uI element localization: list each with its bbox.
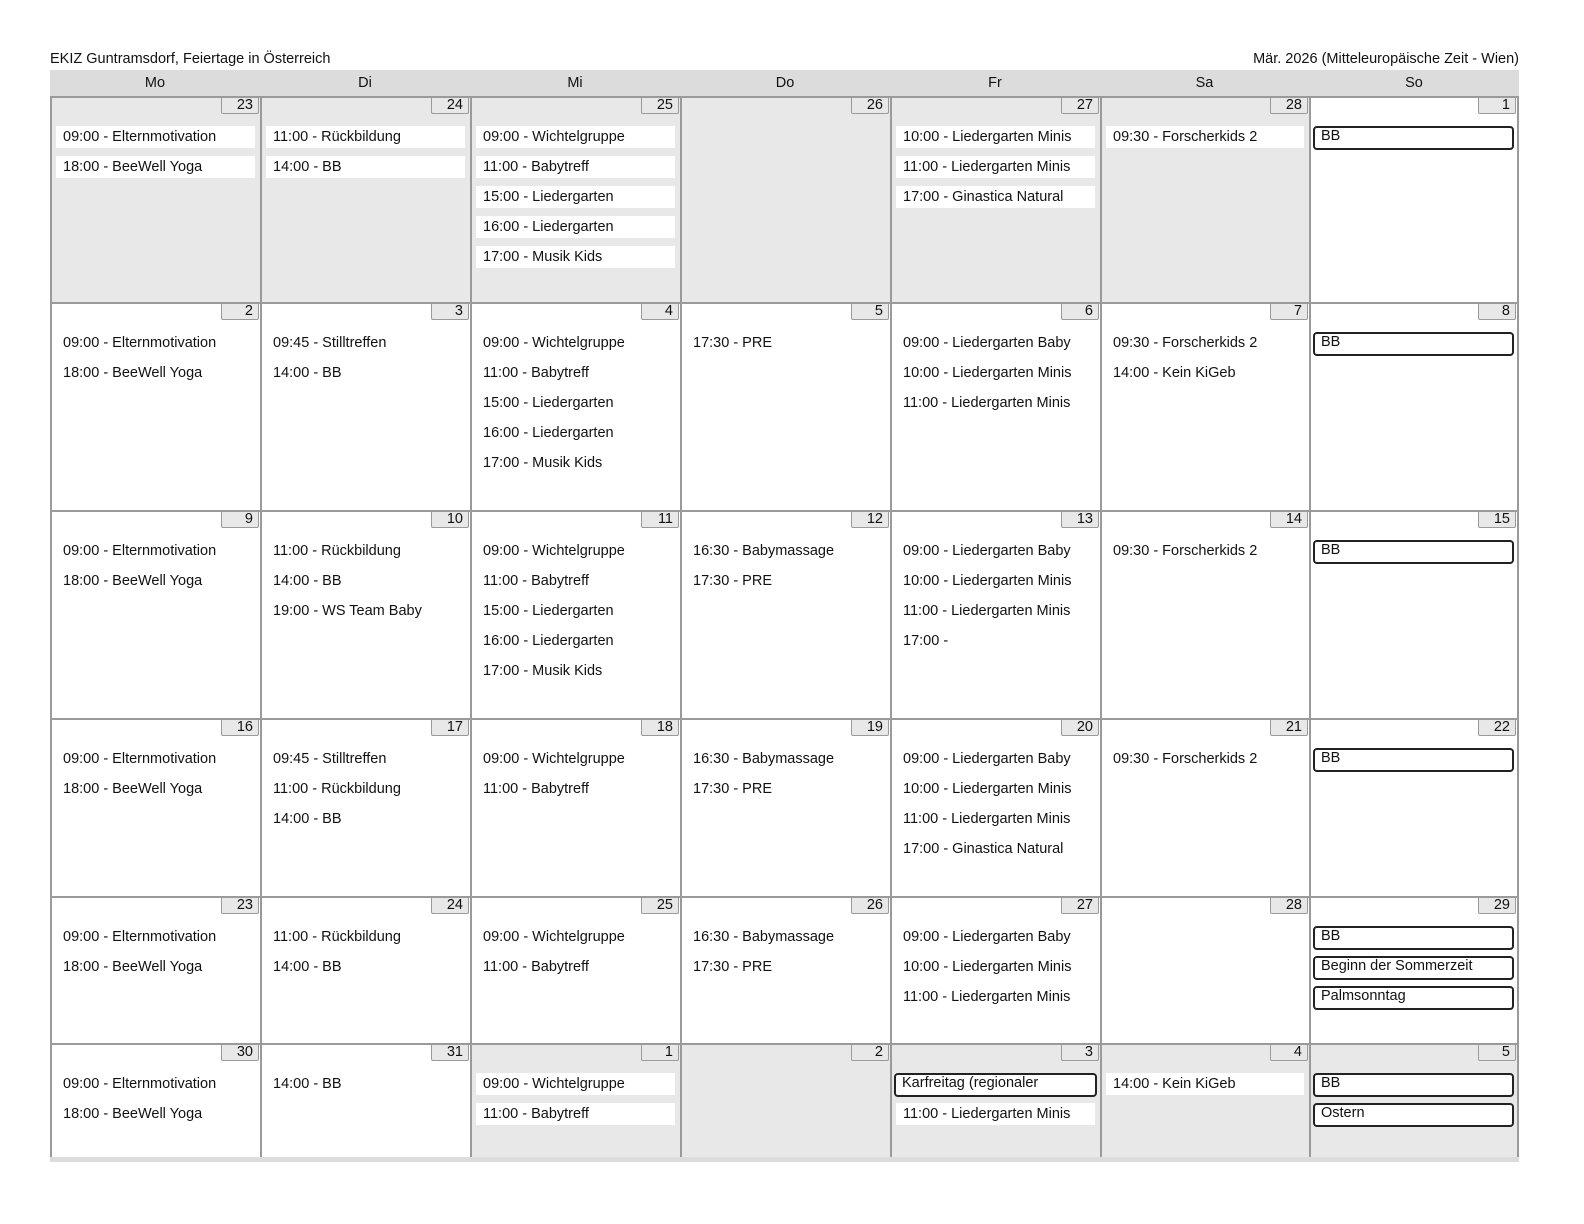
day-cell[interactable] [50,718,260,896]
day-cell[interactable] [260,718,470,896]
event-item[interactable]: 18:00 - BeeWell Yoga [63,365,203,381]
calendar-bottom-bar [50,1157,1519,1162]
event-list [52,748,260,808]
event-item[interactable]: 09:00 - Wichtelgruppe [483,543,625,559]
day-number[interactable]: 23 [221,97,259,114]
event-list [262,540,470,630]
event-list [472,748,680,808]
event-item[interactable]: 17:30 - PRE [693,335,772,351]
day-number[interactable]: 30 [221,1044,259,1061]
day-number[interactable]: 14 [1270,511,1308,528]
event-item[interactable]: 09:00 - Wichtelgruppe [483,335,625,351]
event-item[interactable]: 09:00 - Liedergarten Baby [903,543,1071,559]
event-item[interactable]: 10:00 - Liedergarten Minis [903,781,1072,797]
event-list [472,1073,680,1133]
day-number[interactable]: 3 [431,303,469,320]
all-day-event[interactable]: Beginn der Sommerzeit [1313,956,1514,980]
event-item[interactable]: 11:00 - Babytreff [476,156,675,178]
day-cell[interactable] [680,510,890,718]
day-cell[interactable] [470,96,680,302]
day-cell[interactable] [260,896,470,1043]
day-cell[interactable] [1100,718,1309,896]
day-number[interactable]: 18 [641,719,679,736]
event-list [1102,126,1309,156]
calendar-source-title: EKIZ Guntramsdorf, Feiertage in Österreich [50,51,331,67]
event-item[interactable]: 09:00 - Elternmotivation [63,1076,217,1092]
event-item[interactable]: 09:30 - Forscherkids 2 [1106,126,1304,148]
event-list [1102,332,1309,392]
event-item[interactable]: 11:00 - Rückbildung [273,781,401,797]
weekday-header-mo: Mo [144,75,166,91]
day-cell[interactable] [1309,1043,1519,1157]
event-item[interactable]: 14:00 - BB [273,959,342,975]
day-cell[interactable] [1309,302,1519,510]
calendar-month-label: Mär. 2026 (Mitteleuropäische Zeit - Wien) [1253,51,1519,67]
event-item[interactable]: 17:00 - Musik Kids [483,455,603,471]
event-list [472,540,680,690]
event-item[interactable]: 09:00 - Elternmotivation [63,543,217,559]
event-list [1311,1073,1517,1133]
weekday-header-mi: Mi [567,75,583,91]
day-cell[interactable] [470,896,680,1043]
day-cell[interactable] [1309,718,1519,896]
event-item[interactable]: 09:00 - Elternmotivation [63,929,217,945]
event-item[interactable]: 11:00 - Liedergarten Minis [903,603,1071,619]
event-item[interactable]: 11:00 - Liedergarten Minis [896,156,1095,178]
day-number[interactable]: 24 [431,97,469,114]
day-cell[interactable] [1309,510,1519,718]
calendar-header [50,50,1519,68]
day-number[interactable]: 4 [641,303,679,320]
all-day-event[interactable]: BB [1313,126,1514,150]
day-cell[interactable] [260,1043,470,1157]
event-item[interactable]: 09:00 - Wichtelgruppe [483,929,625,945]
day-cell[interactable] [890,302,1100,510]
event-item[interactable]: 11:00 - Liedergarten Minis [903,811,1071,827]
day-number[interactable]: 28 [1270,897,1308,914]
event-item[interactable]: 18:00 - BeeWell Yoga [63,781,203,797]
event-list [52,1073,260,1133]
event-item[interactable]: 09:00 - Liedergarten Baby [903,929,1071,945]
day-number[interactable]: 2 [221,303,259,320]
day-number[interactable]: 15 [1478,511,1516,528]
day-cell[interactable] [680,96,890,302]
day-cell[interactable] [50,96,260,302]
event-item[interactable]: 09:30 - Forscherkids 2 [1113,751,1258,767]
event-item[interactable]: 17:00 - Ginastica Natural [903,841,1064,857]
day-cell[interactable] [680,302,890,510]
event-item[interactable]: 14:00 - Kein KiGeb [1113,365,1236,381]
day-number[interactable]: 1 [1478,97,1516,114]
day-cell[interactable] [50,302,260,510]
day-number[interactable]: 27 [1061,97,1099,114]
event-list [1311,748,1517,778]
event-item[interactable]: 11:00 - Liedergarten Minis [903,989,1071,1005]
event-item[interactable]: 17:30 - PRE [693,781,772,797]
event-list [1102,748,1309,778]
event-list [472,332,680,482]
day-number[interactable]: 27 [1061,897,1099,914]
day-cell[interactable] [1100,510,1309,718]
event-item[interactable]: 16:30 - Babymassage [693,929,835,945]
event-item[interactable]: 11:00 - Rückbildung [273,543,401,559]
day-cell[interactable] [1309,896,1519,1043]
day-number[interactable]: 22 [1478,719,1516,736]
day-number[interactable]: 8 [1478,303,1516,320]
day-number[interactable]: 28 [1270,97,1308,114]
day-number[interactable]: 6 [1061,303,1099,320]
day-number[interactable]: 31 [431,1044,469,1061]
event-list [262,126,470,186]
day-cell[interactable] [1309,96,1519,302]
day-number[interactable]: 2 [851,1044,889,1061]
day-cell[interactable] [890,96,1100,302]
event-item[interactable]: 10:00 - Liedergarten Minis [903,573,1072,589]
day-number[interactable]: 10 [431,511,469,528]
day-number[interactable]: 21 [1270,719,1308,736]
weekday-header-di: Di [358,75,372,91]
event-list [892,332,1100,422]
event-list [682,332,890,362]
event-item[interactable]: 14:00 - BB [273,365,342,381]
event-item[interactable]: 16:00 - Liedergarten [476,216,675,238]
day-cell[interactable] [680,896,890,1043]
event-item[interactable]: 11:00 - Babytreff [476,1103,675,1125]
day-number[interactable]: 26 [851,97,889,114]
event-item[interactable]: 09:00 - Wichtelgruppe [476,126,675,148]
event-item[interactable]: 10:00 - Liedergarten Minis [896,126,1095,148]
day-cell[interactable] [1100,302,1309,510]
event-list [682,540,890,600]
day-number[interactable]: 25 [641,897,679,914]
event-item[interactable]: 09:00 - Elternmotivation [63,335,217,351]
event-item[interactable]: 17:00 - Ginastica Natural [896,186,1095,208]
day-number[interactable]: 1 [641,1044,679,1061]
event-item[interactable]: 19:00 - WS Team Baby [273,603,422,619]
event-list [892,1073,1100,1133]
day-cell[interactable] [1100,896,1309,1043]
day-number[interactable]: 9 [221,511,259,528]
event-item[interactable]: 11:00 - Rückbildung [266,126,465,148]
weekday-header-do: Do [775,75,795,91]
day-number[interactable]: 24 [431,897,469,914]
weekday-header-fr: Fr [988,75,1002,91]
event-item[interactable]: 18:00 - BeeWell Yoga [63,573,203,589]
event-item[interactable]: 09:00 - Elternmotivation [56,126,255,148]
event-item[interactable]: 09:00 - Elternmotivation [63,751,217,767]
day-number[interactable]: 12 [851,511,889,528]
day-number[interactable]: 26 [851,897,889,914]
weekday-header-so: So [1405,75,1423,91]
event-item[interactable]: 17:00 - [903,633,949,649]
day-cell[interactable] [890,718,1100,896]
event-list [892,926,1100,1016]
day-cell[interactable] [260,302,470,510]
day-number[interactable]: 19 [851,719,889,736]
event-item[interactable]: 09:45 - Stilltreffen [273,335,387,351]
event-list [52,126,260,186]
event-item[interactable]: 16:00 - Liedergarten [483,633,614,649]
event-item[interactable]: 14:00 - BB [266,156,465,178]
event-item[interactable]: 10:00 - Liedergarten Minis [903,365,1072,381]
event-list [1311,540,1517,570]
event-list [52,540,260,600]
all-day-event[interactable]: Karfreitag (regionaler [894,1073,1097,1097]
event-item[interactable]: 10:00 - Liedergarten Minis [903,959,1072,975]
event-list [1311,126,1517,156]
event-item[interactable]: 16:30 - Babymassage [693,751,835,767]
event-item[interactable]: 14:00 - BB [273,811,342,827]
all-day-event[interactable]: BB [1313,332,1514,356]
event-list [1102,1073,1309,1103]
event-item[interactable]: 17:30 - PRE [693,959,772,975]
event-item[interactable]: 11:00 - Babytreff [483,365,589,381]
event-item[interactable]: 11:00 - Babytreff [483,959,589,975]
event-list [892,748,1100,868]
weekday-header-sa: Sa [1195,75,1214,91]
event-item[interactable]: 09:30 - Forscherkids 2 [1113,543,1258,559]
event-list [472,126,680,276]
day-cell[interactable] [1100,96,1309,302]
event-item[interactable]: 15:00 - Liedergarten [476,186,675,208]
day-number[interactable]: 17 [431,719,469,736]
day-cell[interactable] [260,510,470,718]
all-day-event[interactable]: BB [1313,540,1514,564]
event-item[interactable]: 14:00 - BB [273,1076,342,1092]
event-item[interactable]: 11:00 - Babytreff [483,781,589,797]
day-cell[interactable] [260,96,470,302]
event-item[interactable]: 09:30 - Forscherkids 2 [1113,335,1258,351]
day-cell[interactable] [50,896,260,1043]
event-item[interactable]: 14:00 - BB [273,573,342,589]
day-number[interactable]: 25 [641,97,679,114]
day-number[interactable]: 13 [1061,511,1099,528]
event-list [682,748,890,808]
day-cell[interactable] [470,510,680,718]
month-calendar-grid [50,70,1519,1162]
day-cell[interactable] [680,718,890,896]
event-item[interactable]: 11:00 - Rückbildung [273,929,401,945]
day-cell[interactable] [50,1043,260,1157]
event-list [472,926,680,986]
day-number[interactable]: 4 [1270,1044,1308,1061]
event-item[interactable]: 11:00 - Liedergarten Minis [896,1103,1095,1125]
event-list [1311,926,1517,1016]
event-item[interactable]: 09:00 - Liedergarten Baby [903,751,1071,767]
day-cell[interactable] [890,1043,1100,1157]
event-item[interactable]: 09:00 - Wichtelgruppe [476,1073,675,1095]
event-item[interactable]: 16:30 - Babymassage [693,543,835,559]
day-cell[interactable] [680,1043,890,1157]
event-item[interactable]: 15:00 - Liedergarten [483,603,614,619]
day-cell[interactable] [890,510,1100,718]
day-cell[interactable] [890,896,1100,1043]
event-item[interactable]: 14:00 - Kein KiGeb [1106,1073,1304,1095]
day-number[interactable]: 11 [641,511,679,528]
event-list [892,126,1100,216]
event-list [1102,540,1309,570]
all-day-event[interactable]: Palmsonntag [1313,986,1514,1010]
event-item[interactable]: 15:00 - Liedergarten [483,395,614,411]
event-item[interactable]: 18:00 - BeeWell Yoga [63,959,203,975]
event-item[interactable]: 17:00 - Musik Kids [483,663,603,679]
day-number[interactable]: 23 [221,897,259,914]
day-number[interactable]: 7 [1270,303,1308,320]
event-item[interactable]: 17:00 - Musik Kids [476,246,675,268]
event-list [262,332,470,392]
day-number[interactable]: 5 [851,303,889,320]
day-number[interactable]: 5 [1478,1044,1516,1061]
day-number[interactable]: 20 [1061,719,1099,736]
event-item[interactable]: 16:00 - Liedergarten [483,425,614,441]
event-list [1311,332,1517,362]
all-day-event[interactable]: BB [1313,748,1514,772]
day-cell[interactable] [1100,1043,1309,1157]
event-item[interactable]: 18:00 - BeeWell Yoga [56,156,255,178]
day-cell[interactable] [470,718,680,896]
event-item[interactable]: 09:00 - Liedergarten Baby [903,335,1071,351]
event-item[interactable]: 09:45 - Stilltreffen [273,751,387,767]
event-list [262,1073,470,1103]
day-cell[interactable] [50,510,260,718]
day-number[interactable]: 16 [221,719,259,736]
day-number[interactable]: 29 [1478,897,1516,914]
event-list [262,748,470,838]
event-list [262,926,470,986]
event-item[interactable]: 17:30 - PRE [693,573,772,589]
all-day-event[interactable]: BB [1313,1073,1514,1097]
event-list [682,926,890,986]
day-cell[interactable] [470,302,680,510]
event-list [52,926,260,986]
event-item[interactable]: 09:00 - Wichtelgruppe [483,751,625,767]
day-number[interactable]: 3 [1061,1044,1099,1061]
event-item[interactable]: 11:00 - Babytreff [483,573,589,589]
all-day-event[interactable]: BB [1313,926,1514,950]
all-day-event[interactable]: Ostern [1313,1103,1514,1127]
day-cell[interactable] [470,1043,680,1157]
event-list [52,332,260,392]
event-list [892,540,1100,660]
event-item[interactable]: 18:00 - BeeWell Yoga [63,1106,203,1122]
event-item[interactable]: 11:00 - Liedergarten Minis [903,395,1071,411]
